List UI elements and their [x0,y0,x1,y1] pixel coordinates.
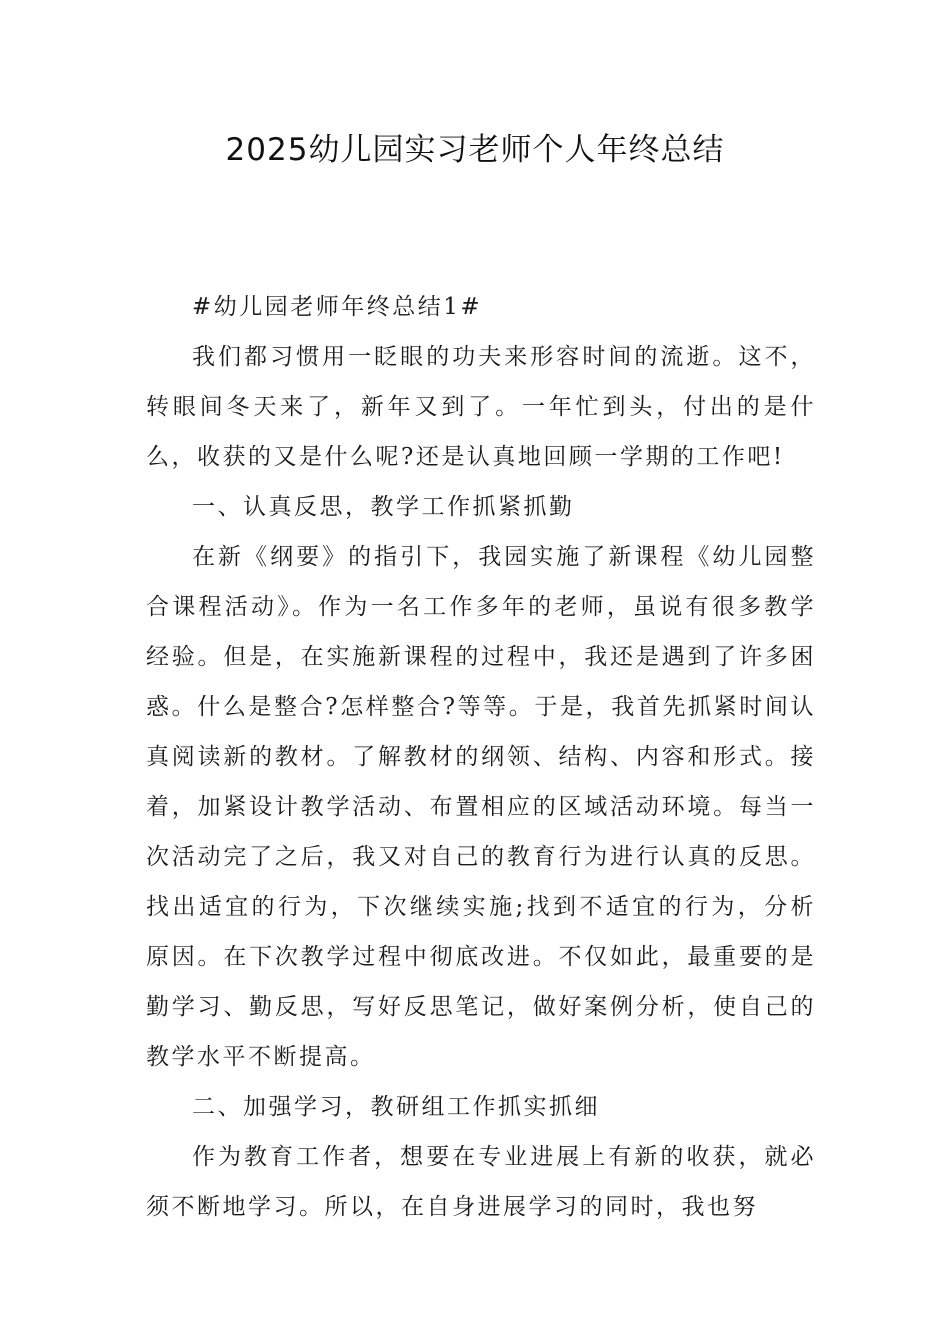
document-body [146,282,816,1232]
section-heading-2: 二、加强学习，教研组工作抓实抓细 [192,1094,600,1120]
paragraph-study: 作为教育工作者，想要在专业进展上有新的收获，就必须不断地学习。所以，在自身进展学习的同时，我也努 [146,1144,816,1220]
document-title: 2025幼儿园实习老师个人年终总结 [225,132,725,168]
section-heading-1: 一、认真反思，教学工作抓紧抓勤 [192,494,575,520]
paragraph-intro: 我们都习惯用一眨眼的功夫来形容时间的流逝。这不，转眼间冬天来了，新年又到了。一年忙到头，付出的是什么，收获的又是什么呢?还是认真地回顾一学期的工作吧! [146,344,816,470]
paragraph-teaching: 在新《纲要》的指引下，我园实施了新课程《幼儿园整合课程活动》。作为一名工作多年的老师，虽说有很多教学经验。但是，在实施新课程的过程中，我还是遇到了许多困惑。什么是整合?怎样整合?等等。于是，我首先抓紧时间认真阅读新的教材。了解教材的纲领、结构、内容和形式。接着，加紧设计教学活动、布置相应的区域活动环境。每当一次活动完了之后，我又对自己的教育行为进行认真的反思。找出适宜的行为，下次继续实施;找到不适宜的行为，分析原因。在下次教学过程中彻底改进。不仅如此，最重要的是勤学习、勤反思，写好反思笔记，做好案例分析，使自己的教学水平不断提高。 [146,544,816,1070]
section-tag: #幼儿园老师年终总结1# [192,294,483,320]
